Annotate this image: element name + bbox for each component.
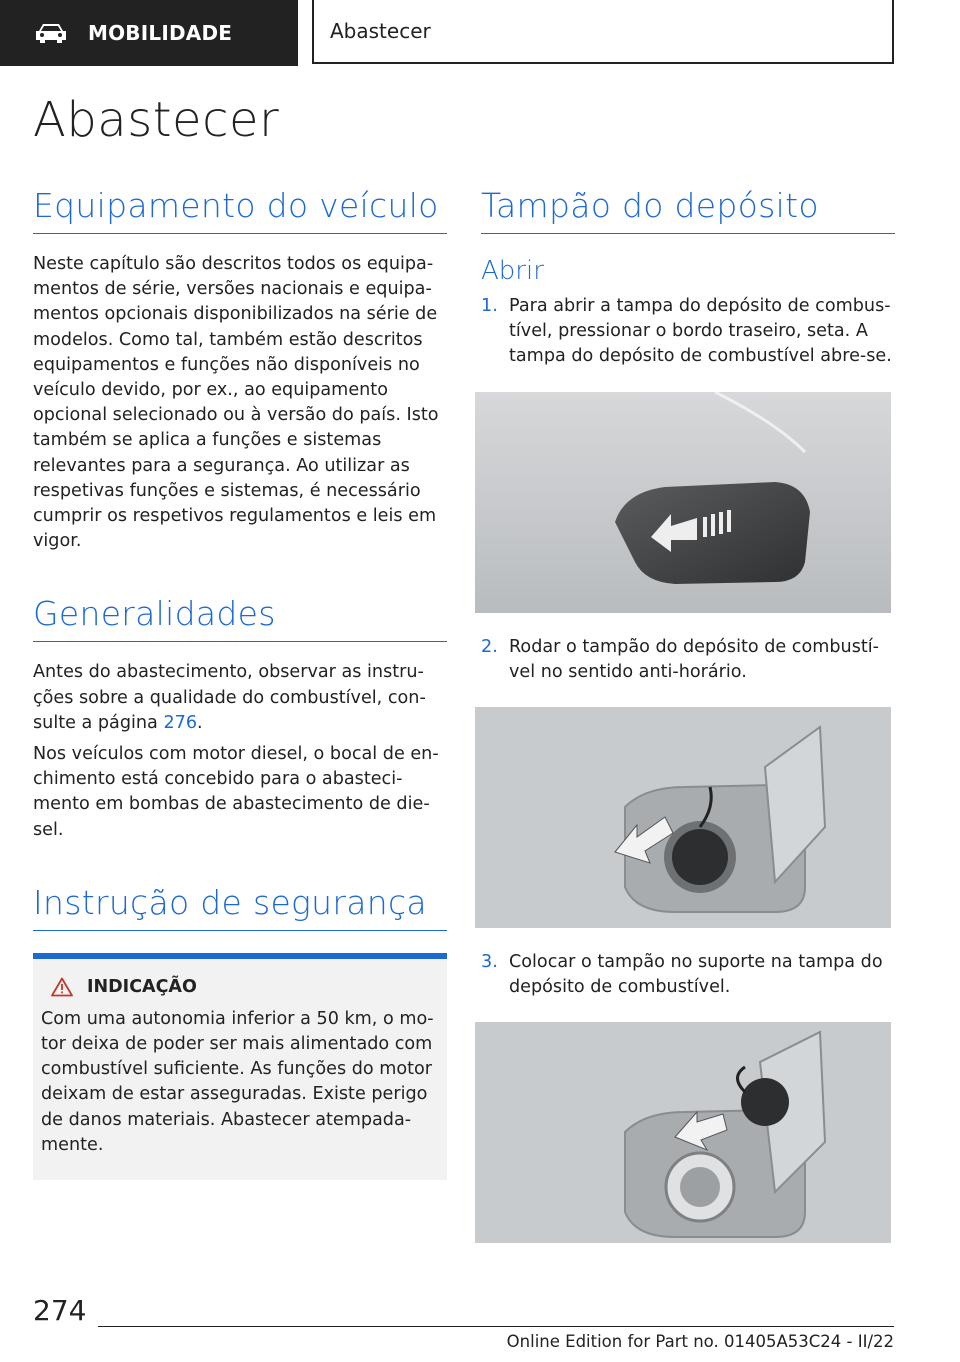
heading-general: Generalidades: [33, 594, 447, 642]
subheading-open: Abrir: [481, 256, 544, 286]
note-body: Com uma autonomia inferior a 50 km, o motor deixa de poder ser mais alimentado com combustível suficiente. As funções do motor deixam de estar asseguradas. Existe perigo de danos materiais. Abastecer atempadamente.: [41, 1008, 434, 1155]
step-text: Rodar o tampão do depósito de combustível no sentido anti-horário.: [509, 636, 880, 682]
note-title: INDICAÇÃO: [87, 976, 197, 997]
illustration-fuel-flap: [475, 392, 891, 613]
general-paragraph-2: Nos veículos com motor diesel, o bocal de enchimento está concebido para o abastecimento em bombas de abastecimento de diesel.: [33, 744, 439, 840]
illustration-fuel-cap-turn: [475, 707, 891, 928]
chapter-label: Abastecer: [330, 19, 431, 43]
note-header: [41, 977, 439, 997]
chapter-tab: [312, 0, 894, 64]
illustration-fuel-cap-holder: [475, 1022, 891, 1243]
footer-divider: [98, 1326, 894, 1327]
step-text: Para abrir a tampa do depósito de combustível, pressionar o bordo traseiro, seta. A tampa do depósito de combustível abre-se.: [509, 296, 892, 367]
left-column: [33, 186, 447, 1180]
warning-triangle-icon: [51, 977, 73, 997]
heading-fuel-cap: Tampão do depósito: [481, 186, 895, 234]
right-column: [481, 186, 895, 1265]
note-box: [33, 953, 447, 1180]
section-label: MOBILIDADE: [88, 21, 233, 45]
car-icon: [34, 22, 68, 44]
step-number: 1.: [481, 296, 498, 316]
footer-edition: Online Edition for Part no. 01405A53C24 - II/22: [506, 1332, 894, 1351]
step-2: [481, 635, 895, 685]
page-link-276[interactable]: 276: [163, 712, 198, 733]
heading-safety: Instrução de segurança: [33, 883, 447, 931]
step-text: Colocar o tampão no suporte na tampa do depósito de combustível.: [509, 952, 883, 998]
step-number: 2.: [481, 636, 498, 657]
step-1: [481, 294, 895, 370]
page-number: 274: [33, 1294, 87, 1327]
general-paragraph-1: Antes do abastecimento, observar as instruções sobre a qualidade do combustível, consulte a página 276.: [33, 662, 426, 733]
section-tab: [0, 0, 298, 66]
heading-equipment: Equipamento do veículo: [33, 186, 447, 234]
page-title: Abastecer: [33, 92, 280, 148]
step-3: [481, 950, 895, 1000]
equipment-paragraph: Neste capítulo são descritos todos os equipamentos de série, versões nacionais e equipamentos opcionais disponibilizados na série de modelos. Como tal, também estão descritos equipamentos e funções não disponíveis no veículo devido, por ex., ao equipamento opcional selecionado ou à versão do país. Isto também se aplica a funções e sistemas relevantes para a segurança. Ao utilizar as respetivas funções e sistemas, é necessário cumprir os respetivos regulamentos e leis em vigor.: [33, 254, 439, 552]
step-number: 3.: [481, 952, 498, 973]
